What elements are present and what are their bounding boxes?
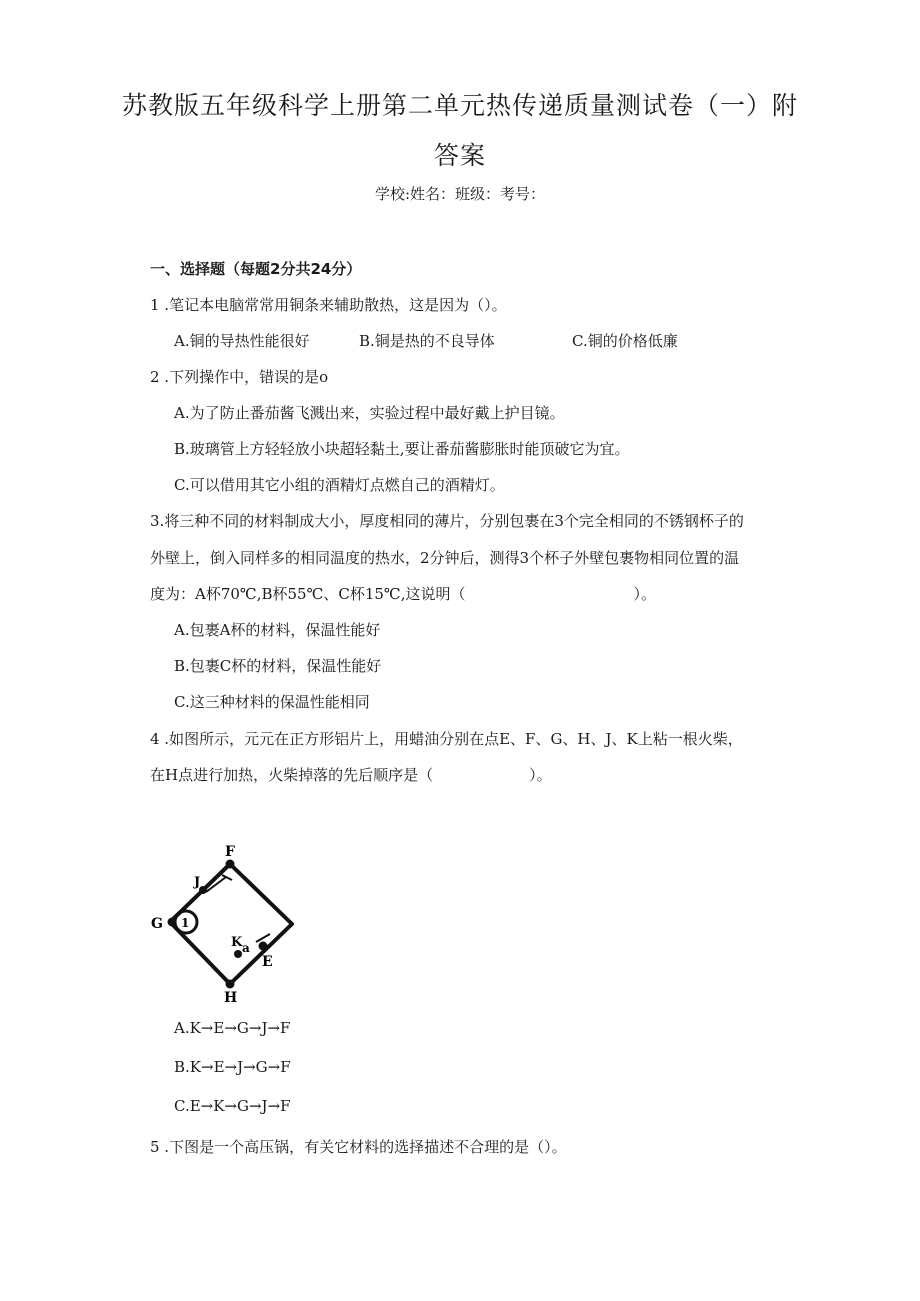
question-2-option-a: A.为了防止番茄酱飞溅出来，实验过程中最好戴上护目镜。 (174, 404, 565, 422)
label-f: F (225, 844, 235, 860)
question-4-stem-text: 在H点进行加热，火柴掉落的先后顺序是（ (150, 766, 434, 784)
question-1-option-a: A.铜的导热性能很好 (174, 332, 310, 350)
question-2-stem: 2 .下列操作中，错误的是o (150, 368, 329, 386)
label-g: G (151, 916, 163, 932)
question-2-option-c: C.可以借用其它小组的酒精灯点燃自己的酒精灯。 (174, 476, 505, 494)
student-info-line: 学校:姓名：班级：考号： (374, 185, 546, 203)
question-3-stem-text: 度为：A杯70℃,B杯55℃、C杯15℃,这说明（ (150, 585, 466, 603)
section-heading: 一、选择题（每题2分共24分） (150, 260, 362, 278)
label-k: K (231, 935, 243, 950)
small-mark: a (242, 941, 250, 955)
question-3-stem-end: ）。 (633, 585, 656, 603)
point-g-dot (168, 918, 177, 927)
question-1-option-b: B.铜是热的不良导体 (359, 332, 495, 350)
label-j: J (194, 875, 201, 890)
question-4-option-c: C.E→K→G→J→F (174, 1097, 291, 1115)
question-4-stem-line-2 (150, 764, 552, 785)
question-4-option-a: A.K→E→G→J→F (174, 1019, 291, 1037)
page-title: 苏教版五年级科学上册第二单元热传递质量测试卷（一）附 (121, 91, 798, 120)
label-h: H (224, 990, 238, 1006)
question-3-stem-line-2: 外壁上，倒入同样多的相同温度的热水，2分钟后，测得3个杯子外壁包裹物相同位置的温 (150, 549, 740, 567)
question-3-option-a: A.包裹A杯的材料，保温性能好 (174, 621, 381, 639)
question-5-stem: 5 .下图是一个高压锅，有关它材料的选择描述不合理的是（）。 (150, 1138, 567, 1156)
label-e: E (262, 954, 273, 970)
question-3-stem-line-1: 3.将三种不同的材料制成大小，厚度相同的薄片，分别包裹在3个完全相同的不锈钢杯子的 (150, 512, 744, 530)
point-j-dot (199, 886, 207, 894)
question-4-stem-end: ）。 (529, 766, 552, 784)
page-title-continued: 答案 (433, 141, 486, 170)
circle-mark-text: 1 (181, 916, 190, 930)
question-4-stem-line-1: 4 .如图所示，元元在正方形铝片上，用蜡油分别在点E、F、G、H、J、K上粘一根火柴， (150, 730, 743, 748)
match-stick-e (256, 934, 270, 942)
question-3-stem-line-3 (150, 583, 656, 604)
question-3-option-c: C.这三种材料的保温性能相同 (174, 693, 370, 711)
question-4-option-b: B.K→E→J→G→F (174, 1058, 291, 1076)
point-f-dot (226, 860, 235, 869)
aluminum-square-figure (146, 842, 306, 1007)
point-e-dot (259, 942, 268, 951)
question-2-option-b: B.玻璃管上方轻轻放小块超轻黏土,要让番茄酱膨胀时能顶破它为宜。 (174, 440, 630, 458)
point-h-dot (226, 980, 235, 989)
question-3-option-b: B.包裹C杯的材料，保温性能好 (174, 657, 382, 675)
question-1-stem: 1 .笔记本电脑常常用铜条来辅助散热，这是因为（）。 (150, 296, 507, 314)
point-k-dot (234, 950, 242, 958)
question-1-option-c: C.铜的价格低廉 (572, 332, 678, 350)
